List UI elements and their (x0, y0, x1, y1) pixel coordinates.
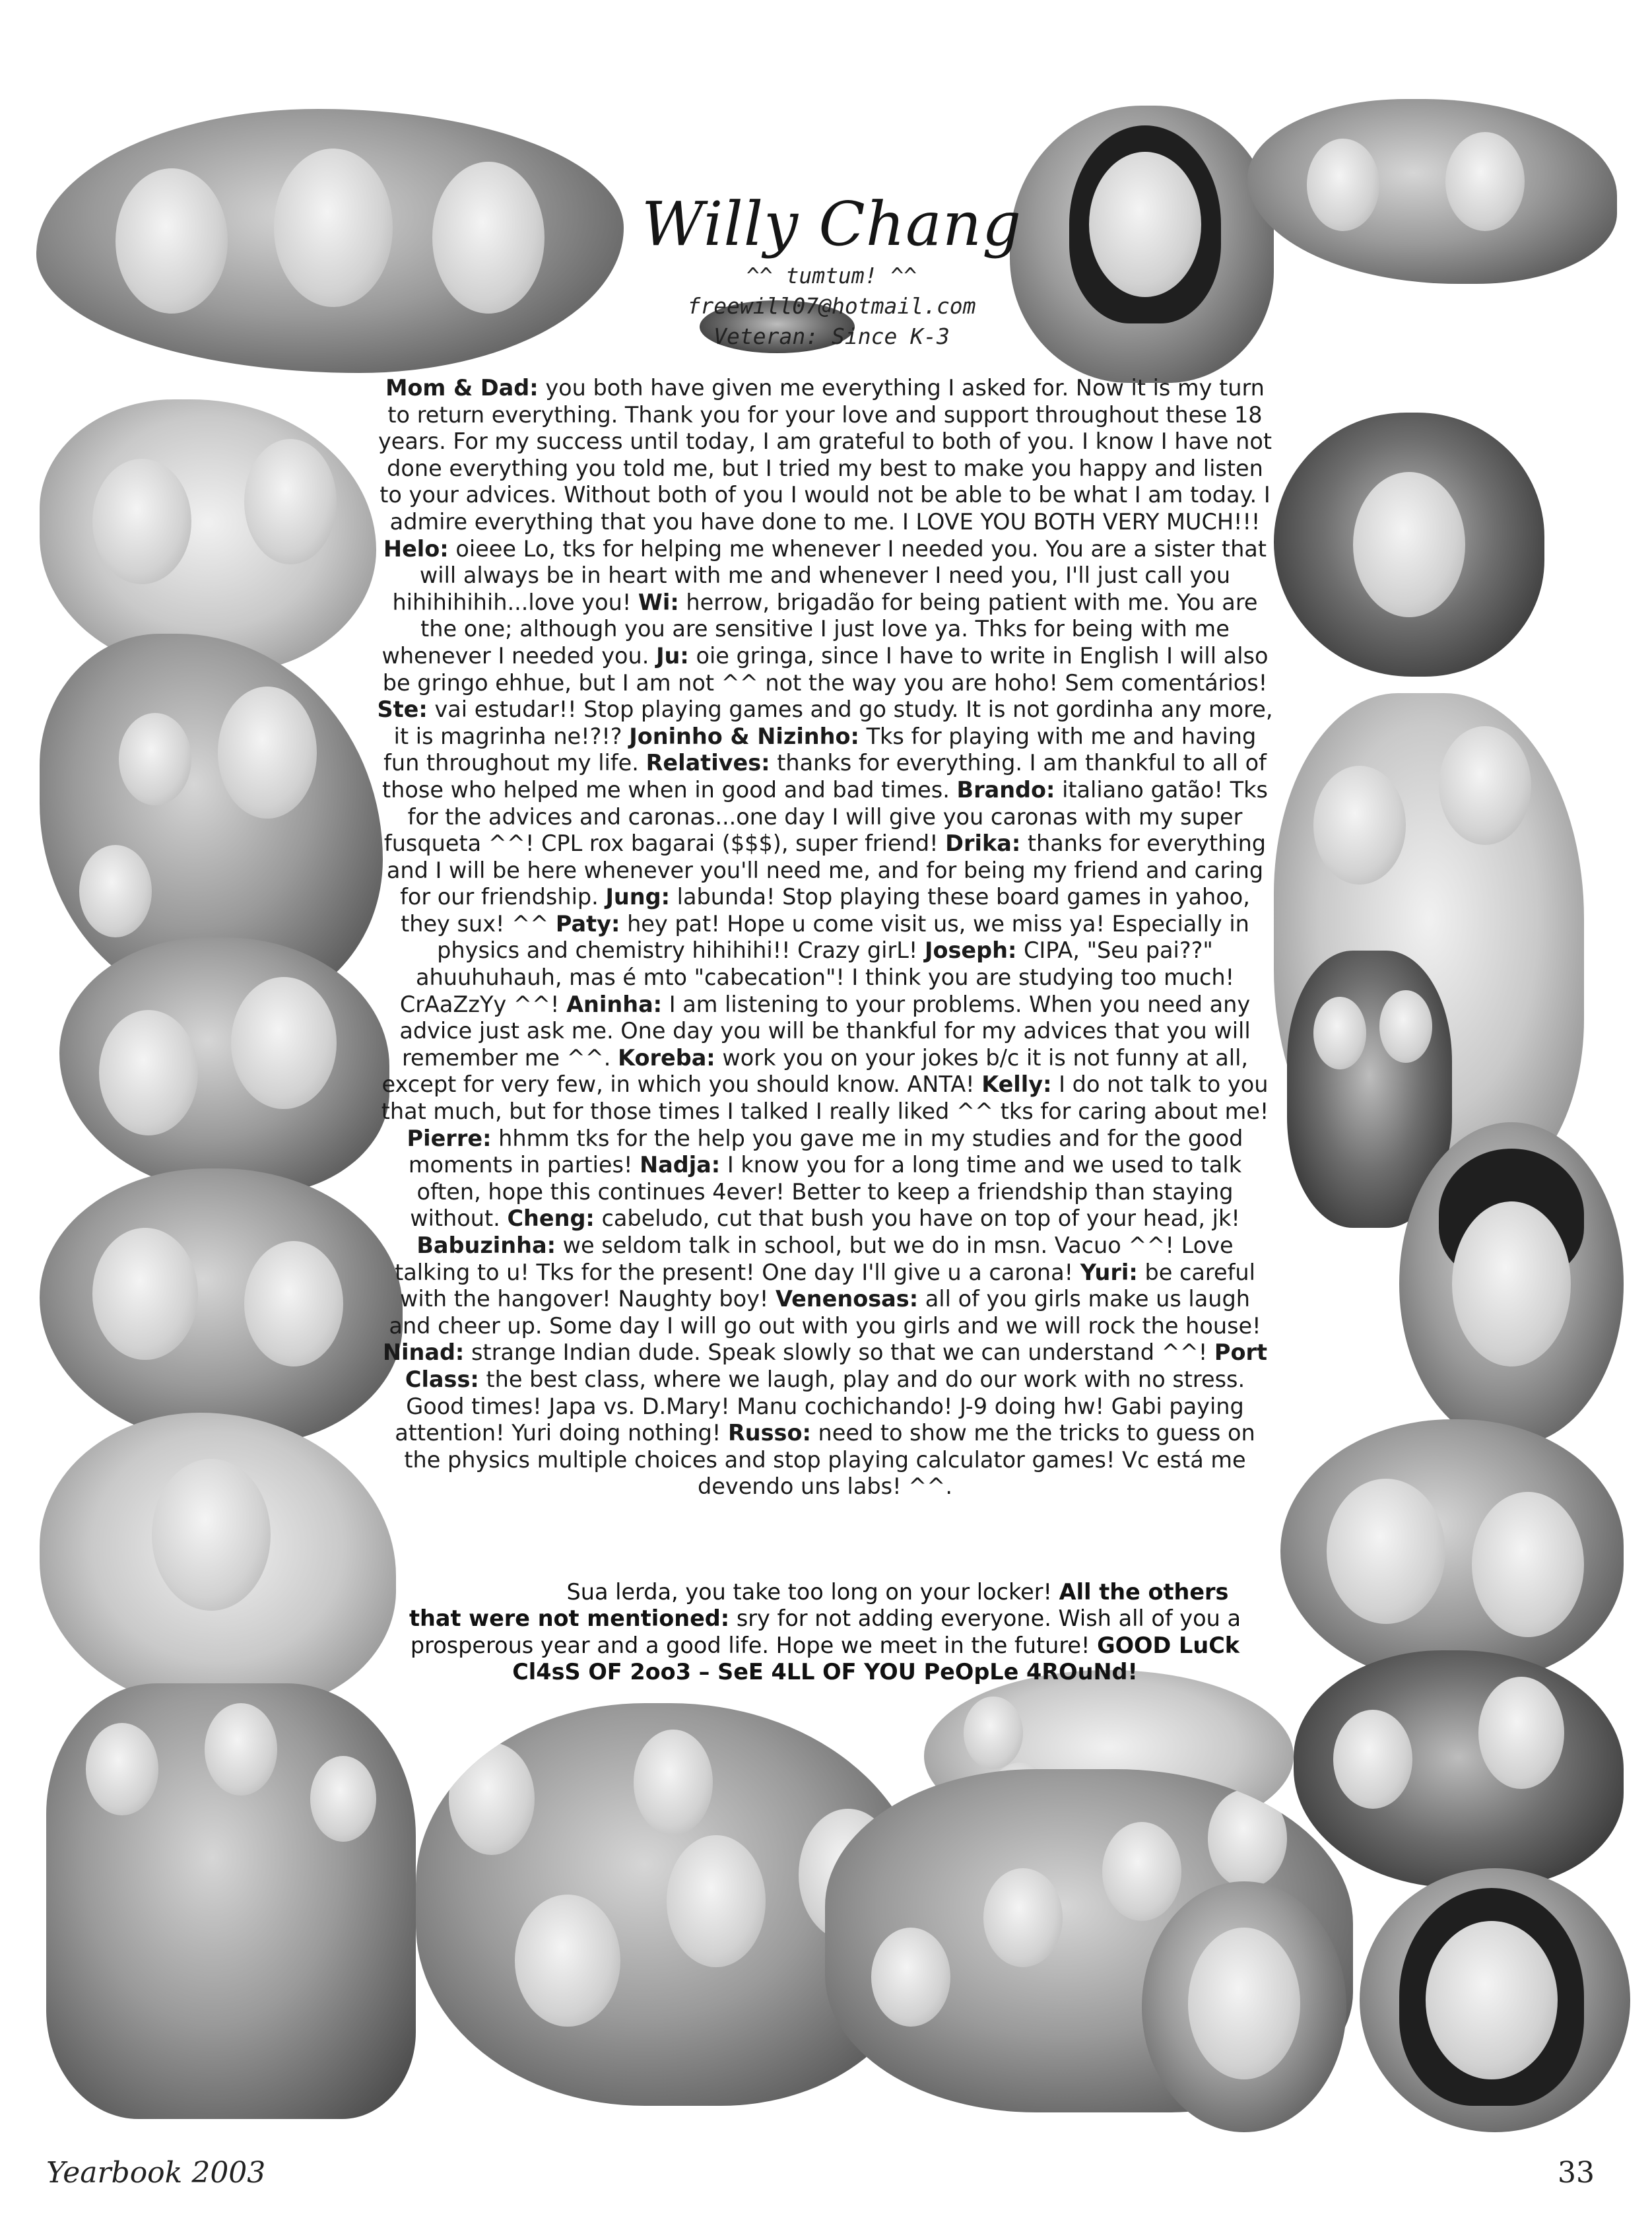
photo-face (1333, 1710, 1412, 1809)
message-text: labunda! Stop playing these board games in yahoo, they sux! ^^ (401, 884, 1250, 937)
message-recipient: Ninad: (382, 1339, 465, 1366)
message-text: hey pat! Hope u come visit us, we miss ya! Especially in physics and chemistry hihihihi!! Crazy girL! (437, 910, 1249, 964)
photo-boys-party (1294, 1650, 1624, 1888)
closing-others-label-2: that were not mentioned: (409, 1605, 730, 1631)
photo-face (1439, 726, 1531, 845)
photo-face (1208, 1789, 1287, 1888)
photo-face (92, 1228, 198, 1360)
photo-face (99, 1010, 198, 1135)
photo-face (1478, 1677, 1564, 1789)
closing-signoff: GOOD LuCk Cl4sS OF 2oo3 – SeE 4LL OF YOU PeOpLe 4ROuNd! (512, 1632, 1240, 1685)
closing-others-label: All the others (1059, 1579, 1229, 1605)
message-recipient: Nadja: (640, 1152, 721, 1178)
photo-face (152, 1459, 271, 1611)
photo-face (871, 1928, 950, 2027)
photo-three-friends (46, 1683, 416, 2119)
footer-yearbook-label: Yearbook 2003 (46, 2156, 266, 2190)
photo-face (983, 1868, 1063, 1967)
message-text: oie gringa, since I have to write in English I will also be gringo ehhue, but I am not ^^ not the way you are hoho! Sem comentários! (382, 642, 1269, 696)
message-text: CIPA, "Seu pai??" ahuuhuhauh, mas é mto "cabecation"! I think you are studying too much! CrAaZzYy ^^! (399, 937, 1235, 1017)
message-recipient: Cheng: (507, 1205, 595, 1232)
message-recipient: Pierre: (407, 1125, 492, 1151)
photo-face (1327, 1479, 1445, 1624)
message-recipient: Paty: (555, 910, 620, 937)
message-recipient: Wi: (638, 589, 679, 615)
message-text: vai estudar!! Stop playing games and go study. It is not gordinha any more, it is magrinha ne!?!? (393, 696, 1273, 749)
message-recipient: Jung: (605, 884, 671, 910)
message-recipient: Ju: (656, 642, 689, 669)
photo-face (231, 977, 337, 1109)
message-text: need to show me the tricks to guess on the physics multiple choices and stop playing calculator games! Vc está me devendo uns labs! ^^. (404, 1420, 1255, 1500)
photo-face (1452, 1201, 1571, 1366)
page-number: 33 (1558, 2156, 1595, 2190)
senior-header (627, 188, 1036, 352)
photo-face (244, 439, 337, 564)
message-recipient: Port Class: (405, 1339, 1268, 1392)
senior-nickname: ^^ tumtum! ^^ (746, 263, 917, 288)
message-text: herrow, brigadão for being patient with me. You are the one; although you are sensitive I just love ya. Thks for being with me whenever I needed you. (381, 589, 1258, 669)
photo-face (1307, 139, 1379, 231)
message-recipient: Aninha: (566, 991, 663, 1017)
photo-face (634, 1730, 713, 1835)
message-text: the best class, where we laugh, play and do our work with no stress. Good times! Japa vs. D.Mary! Manu cochichando! J-9 doing hw! Gabi paying attention! Yuri doing nothing! (395, 1366, 1245, 1446)
photo-face (244, 1241, 343, 1366)
message-recipient: Yuri: (1080, 1259, 1138, 1285)
photo-girl-smiling (1010, 106, 1274, 383)
photo-face (1353, 472, 1465, 617)
senior-message (376, 375, 1274, 1500)
photo-face (86, 1723, 158, 1815)
message-text: we seldom talk in school, but we do in msn. Vacuo ^^! Love talking to u! Tks for the present! One day I'll give u a carona! (395, 1232, 1234, 1285)
closing-paragraph (383, 1605, 1267, 1686)
photo-two-boys-hug (59, 937, 389, 1195)
senior-email: freewill07@hotmail.com (687, 293, 976, 319)
message-recipient: Koreba: (618, 1044, 715, 1071)
message-recipient: Babuzinha: (416, 1232, 556, 1258)
message-recipient: Relatives: (645, 750, 770, 776)
photo-face (310, 1756, 376, 1842)
message-recipient: Joninho & Nizinho: (629, 723, 859, 749)
photo-face (205, 1703, 277, 1796)
photo-face (1472, 1492, 1584, 1637)
message-text: thanks for everything. I am thankful to all of those who helped me when in good and bad times. (382, 750, 1267, 803)
photo-face (119, 713, 191, 805)
senior-veteran: Veteran: Since K-3 (713, 323, 950, 349)
message-recipient: Kelly: (981, 1071, 1052, 1098)
photo-boy-tongue (1399, 1122, 1624, 1446)
photo-couple-adults (40, 399, 376, 673)
closing-line (541, 1579, 1254, 1606)
message-text: strange Indian dude. Speak slowly so that we can understand ^^! (464, 1339, 1214, 1366)
photo-face (1313, 766, 1406, 885)
photo-face (1445, 132, 1525, 231)
photo-boy-portrait (1142, 1881, 1346, 2132)
photo-face (432, 162, 545, 314)
message-text: you both have given me everything I asked for. Now it is my turn to return everything. Thank you for your love and support throughout these 18 years. For my success until today, I am grateful to both of you. I know I have not done everything you told me, but I tried my best to make you happy and listen to your advices. Without both of you I would not be able to be what I am today. I admire everything that you have done to me. I LOVE YOU BOTH VERY MUCH!!! (378, 375, 1272, 535)
message-text: italiano gatão! Tks for the advices and caronas...one day I will give you caronas with my super fusqueta ^^! CPL rox bagarai ($$$), super friend! (383, 776, 1268, 857)
message-text: thanks for everything and I will be here whenever you'll need me, and for being my friend and caring for our friendship. (386, 830, 1267, 910)
photo-face (1426, 1921, 1558, 2079)
photo-face (667, 1835, 766, 1967)
photo-boy-girl (40, 1168, 403, 1446)
message-recipient: Drika: (945, 830, 1021, 857)
message-text: I am listening to your problems. When you need any advice just ask me. One day you will be thankful for my advices that you will remember me ^^. (399, 991, 1251, 1071)
message-recipient: Mom & Dad: (385, 375, 539, 401)
photo-two-girls-close (1280, 1419, 1624, 1683)
message-text: I do not talk to you that much, but for those times I talked I really liked ^^ tks for caring about me! (381, 1071, 1269, 1125)
photo-face (964, 1697, 1023, 1769)
photo-face (274, 149, 393, 307)
photo-face (1313, 997, 1366, 1069)
message-text: hhmm tks for the help you gave me in my studies and for the good moments in parties! (408, 1125, 1243, 1178)
message-recipient: Russo: (727, 1420, 811, 1446)
message-recipient: Brando: (956, 776, 1055, 803)
message-recipient: Ste: (377, 696, 428, 723)
message-text: Tks for playing with me and having fun throughout my life. (383, 723, 1257, 776)
photo-girl-portrait-bottom (1360, 1868, 1630, 2132)
message-text: work you on your jokes b/c it is not funny at all, except for very few, in which you should know. ANTA! (381, 1044, 1249, 1098)
message-text: I know you for a long time and we used to talk often, hope this continues 4ever! Better to keep a friendship than staying without. (410, 1152, 1242, 1232)
photo-face (1089, 152, 1201, 297)
photo-face (116, 168, 228, 314)
photo-face (515, 1895, 620, 2027)
photo-face (1188, 1928, 1300, 2079)
photo-boy-eating (40, 1413, 396, 1710)
photo-face (449, 1743, 535, 1855)
closing-others-text: sry for not adding everyone. Wish all of you a prosperous year and a good life. Hope we meet in the future! (410, 1605, 1241, 1658)
message-text: be careful with the hangover! Naughty boy! (400, 1259, 1255, 1312)
photo-face (1379, 990, 1432, 1063)
message-recipient: Joseph: (925, 937, 1017, 964)
message-recipient: Venenosas: (775, 1286, 919, 1312)
photo-face (1102, 1822, 1181, 1921)
message-text: oieee Lo, tks for helping me whenever I needed you. You are a sister that will always be in heart with me and whenever I need you, I'll just call you hihihihihih...love you! (392, 535, 1267, 615)
photo-face (92, 459, 191, 584)
photo-two-kids (1247, 99, 1617, 284)
photo-three-girls (36, 109, 624, 373)
closing-locker-text: Sua lerda, you take too long on your locker! (566, 1579, 1059, 1605)
photo-face (79, 845, 152, 937)
senior-name: Willy Chang (641, 189, 1022, 259)
message-recipient: Helo: (383, 535, 449, 562)
photo-girl-portrait (1274, 413, 1544, 677)
photo-face (218, 687, 317, 819)
message-text: cabeludo, cut that bush you have on top of your head, jk! (594, 1205, 1240, 1232)
message-text: all of you girls make us laugh and cheer up. Some day I will go out with you girls and we will rock the house! (389, 1286, 1261, 1339)
